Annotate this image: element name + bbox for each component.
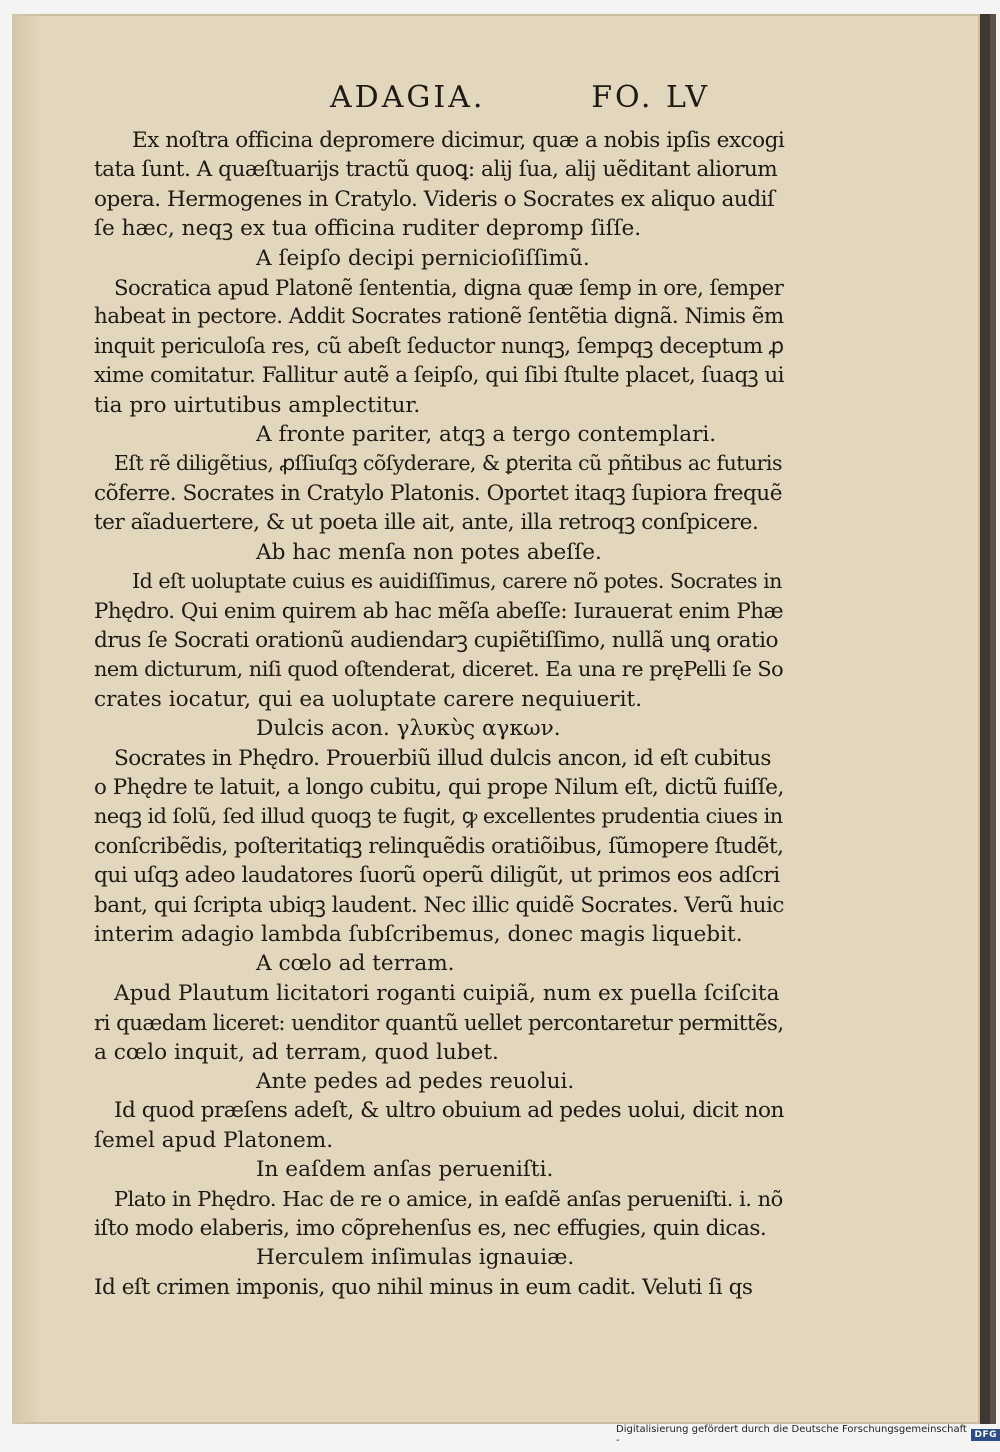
text-line: Socrates in Phędro. Prouerbiũ illud dulcis ancon, id eſt cubitus bbox=[114, 745, 771, 771]
text-line: Ex noſtra officina depromere dicimur, quæ a nobis ipſis excogi bbox=[132, 128, 785, 153]
text-line: Eſt rẽ diligẽtius, ꝓſſiuſqꝫ cõſyderare, & ꝑterita cũ pñtibus ac futuris bbox=[114, 451, 782, 476]
text-line: tia pro uirtutibus amplectitur. bbox=[94, 392, 421, 418]
adage-title: A cœlo ad terram. bbox=[256, 951, 455, 977]
text-line: conſcribẽdis, poſteritatiqꝫ relinquẽdis oratiõibus, ſũmopere ſtudẽt, bbox=[94, 833, 784, 859]
text-line: Phędro. Qui enim quirem ab hac mẽſa abeſſe: Iurauerat enim Phæ bbox=[94, 598, 784, 624]
text-line: crates iocatur, qui ea uoluptate carere nequiuerit. bbox=[94, 686, 643, 712]
footer-credit bbox=[616, 1424, 1000, 1446]
text-line: Id quod præſens adeſt, & ultro obuium ad pedes uolui, dicit non bbox=[114, 1098, 784, 1124]
text-line: ſe hæc, neqꝫ ex tua officina ruditer depromp ſiſſe. bbox=[94, 216, 642, 242]
adage-title: Ab hac menſa non potes abeſſe. bbox=[256, 539, 602, 565]
text-line: bant, qui ſcripta ubiqꝫ laudent. Nec illic quidẽ Socrates. Verũ huic bbox=[94, 892, 784, 918]
text-line: habeat in pectore. Addit Socrates rationẽ ſentẽtia dignã. Nimis ẽm bbox=[94, 304, 784, 330]
folio-number: FO. LV bbox=[591, 80, 710, 115]
text-line: o Phędre te latuit, a longo cubitu, qui prope Nilum eſt, dictũ fuiſſe, bbox=[94, 774, 784, 800]
text-line: a cœlo inquit, ad terram, quod lubet. bbox=[94, 1039, 499, 1065]
footer-text: Digitalisierung gefördert durch die Deutsche Forschungsgemeinschaft - bbox=[616, 1424, 967, 1446]
book-page bbox=[12, 14, 990, 1424]
text-line: tata ſunt. A quæſtuarijs tractũ quoꝗ: alij ſua, alij uẽditant aliorum bbox=[94, 157, 778, 183]
adage-title: A fronte pariter, atqꝫ a tergo contemplari. bbox=[256, 422, 717, 448]
text-line: ter aĩaduertere, & ut poeta ille ait, ante, illa retroqꝫ conſpicere. bbox=[94, 510, 759, 536]
text-line: drus ſe Socrati orationũ audiendarꝫ cupiẽtiſſimo, nullã unꝗ oratio bbox=[94, 627, 779, 653]
text-line: ri quædam liceret: uenditor quantũ uellet percontaretur permittẽs, bbox=[94, 1010, 784, 1036]
text-line: Socratica apud Platonẽ ſententia, digna quæ ſemp in ore, ſemper bbox=[114, 275, 784, 301]
text-line: ſemel apud Platonem. bbox=[94, 1127, 334, 1153]
running-header bbox=[330, 80, 710, 120]
adage-title: A ſeipſo decipi pernicioſiſſimũ. bbox=[256, 245, 590, 271]
adage-title: Herculem inſimulas ignauiæ. bbox=[256, 1245, 575, 1271]
dfg-logo: DFG bbox=[971, 1429, 1000, 1441]
text-line: neqꝫ id ſolũ, ſed illud quoqꝫ te fugit, ꝙ excellentes prudentia ciues in bbox=[94, 804, 783, 829]
text-line: Plato in Phędro. Hac de re o amice, in eaſdẽ anſas perueniſti. i. nõ bbox=[114, 1186, 783, 1211]
text-line: xime comitatur. Fallitur autẽ a ſeipſo, qui ſibi ſtulte placet, ſuaqꝫ ui bbox=[94, 363, 784, 389]
text-line: opera. Hermogenes in Cratylo. Videris o Socrates ex aliquo audiſ bbox=[94, 186, 775, 212]
adage-title: In eaſdem anſas perueniſti. bbox=[256, 1157, 554, 1183]
text-line: nem dicturum, niſi quod oſtenderat, diceret. Ea una re pręPelli ſe So bbox=[94, 657, 784, 682]
text-line: interim adagio lambda ſubſcribemus, donec magis liquebit. bbox=[94, 921, 743, 947]
text-line: Id eſt uoluptate cuius es auidiſſimus, carere nõ potes. Socrates in bbox=[132, 569, 782, 594]
header-title: ADAGIA. bbox=[330, 80, 486, 115]
text-line: Apud Plautum licitatori roganti cuipiã, num ex puella ſciſcita bbox=[114, 980, 780, 1006]
text-line: cõferre. Socrates in Cratylo Platonis. Oportet itaqꝫ ſupiora frequẽ bbox=[94, 480, 782, 506]
text-line: Id eſt crimen imponis, quo nihil minus in eum cadit. Veluti ſi qs bbox=[94, 1274, 753, 1300]
text-line: iſto modo elaberis, imo cõprehenſus es, nec effugies, quin dicas. bbox=[94, 1216, 767, 1242]
text-line: qui uſqꝫ adeo laudatores ſuorũ operũ diligũt, ut primos eos adſcri bbox=[94, 863, 780, 889]
body-text bbox=[94, 126, 784, 1302]
text-line: inquit periculoſa res, cũ abeſt ſeductor nunqꝫ, ſempqꝫ deceptum ꝓ bbox=[94, 333, 784, 359]
adage-title: Ante pedes ad pedes reuolui. bbox=[256, 1069, 575, 1094]
adage-title: Dulcis acon. γλυκὺς αγκων. bbox=[256, 716, 561, 742]
